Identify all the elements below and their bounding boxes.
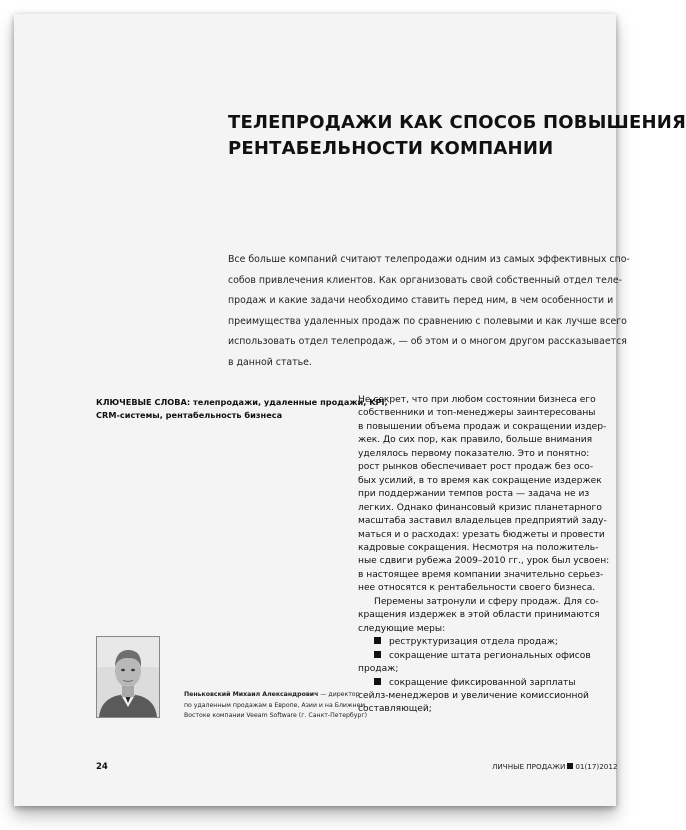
bullet-text: реструктуризация отдела продаж; bbox=[389, 637, 558, 648]
body-line: в повышении объема продаж и сокращении издер- bbox=[358, 421, 607, 432]
bullet-square-icon bbox=[374, 637, 381, 644]
body-line: сейлз-менеджеров и увеличение комиссионной bbox=[358, 690, 589, 701]
bullet-square-icon bbox=[374, 651, 381, 658]
body-line: следующие меры: bbox=[358, 623, 446, 634]
lead-line: преимущества удаленных продаж по сравнению с полевыми и как лучше всего bbox=[228, 315, 627, 327]
caption-line bbox=[184, 690, 360, 701]
caption-line: Востоке компании Veeam Software (г. Санкт-Петербург) bbox=[184, 712, 368, 719]
article-title-line: РЕНТАБЕЛЬНОСТИ КОМПАНИИ bbox=[228, 138, 554, 159]
keywords-line: CRM-системы, рентабельность бизнеса bbox=[96, 410, 283, 420]
body-line: составляющей; bbox=[358, 704, 432, 715]
body-line: собственники и топ-менеджеры заинтересованы bbox=[358, 408, 596, 419]
running-footer bbox=[492, 762, 618, 771]
body-line: в настоящее время компании значительно серьез- bbox=[358, 569, 604, 580]
article-title-line: ТЕЛЕПРОДАЖИ КАК СПОСОБ ПОВЫШЕНИЯ bbox=[228, 112, 686, 133]
bullet-item bbox=[358, 650, 614, 663]
article-body bbox=[358, 394, 614, 717]
body-line: уделялось первому показателю. Это и понятно: bbox=[358, 448, 590, 459]
body-line: рост рынков обеспечивает рост продаж без осо- bbox=[358, 462, 594, 473]
body-line: бых усилий, в то время как сокращение издержек bbox=[358, 475, 602, 486]
body-line: Не секрет, что при любом состоянии бизнеса его bbox=[358, 395, 596, 405]
body-line: продаж; bbox=[358, 664, 399, 675]
issue-number: 01(17)2012 bbox=[575, 762, 618, 771]
lead-line: Все больше компаний считают телепродажи одним из самых эффективных спо- bbox=[228, 254, 630, 265]
author-name: Пеньковский Михаил Александрович bbox=[184, 691, 319, 698]
bullet-text: сокращение штата региональных офисов bbox=[389, 650, 591, 661]
author-caption bbox=[184, 690, 368, 722]
article-title bbox=[228, 110, 686, 162]
keywords-line: КЛЮЧЕВЫЕ СЛОВА: телепродажи, удаленные продажи, KPI, bbox=[96, 397, 388, 407]
magazine-page bbox=[14, 14, 686, 806]
lead-line: продаж и какие задачи необходимо ставить перед ним, в чем особенности и bbox=[228, 295, 614, 306]
journal-name: ЛИЧНЫЕ ПРОДАЖИ bbox=[492, 762, 566, 771]
bullet-square-icon bbox=[374, 678, 381, 685]
body-line: легких. Однако финансовый кризис планетарного bbox=[358, 502, 602, 513]
body-line: жек. До сих пор, как правило, больше внимания bbox=[358, 435, 593, 446]
body-line: кадровые сокращения. Несмотря на положитель- bbox=[358, 542, 599, 553]
body-line: Перемены затронули и сферу продаж. Для со- bbox=[374, 596, 599, 607]
article-keywords bbox=[96, 396, 388, 422]
square-separator-icon bbox=[567, 763, 573, 769]
bullet-text: сокращение фиксированной зарплаты bbox=[389, 677, 576, 688]
author-photo bbox=[96, 636, 160, 718]
lead-line: использовать отдел телепродаж, — об этом и о многом другом рассказывается bbox=[228, 336, 627, 347]
body-line: ные сдвиги рубежа 2009–2010 гг., урок был усвоен: bbox=[358, 556, 610, 567]
body-line: масштаба заставил владельцев предприятий заду- bbox=[358, 516, 607, 527]
body-line: маться и о расходах: урезать бюджеты и провести bbox=[358, 529, 605, 540]
caption-text: — директор bbox=[318, 691, 360, 698]
article-lead bbox=[228, 250, 630, 373]
author-portrait-icon bbox=[97, 637, 159, 717]
body-line: кращения издержек в этой области принимаются bbox=[358, 610, 600, 621]
caption-line: по удаленным продажам в Европе, Азии и на Ближнем bbox=[184, 701, 366, 709]
lead-line: собов привлечения клиентов. Как организовать свой собственный отдел теле- bbox=[228, 274, 623, 286]
lead-line: в данной статье. bbox=[228, 356, 312, 368]
body-line: нее относятся к рентабельности своего бизнеса. bbox=[358, 583, 596, 594]
body-line: при поддержании темпов роста — задача не из bbox=[358, 489, 590, 500]
bullet-item bbox=[358, 677, 614, 690]
bullet-item bbox=[358, 636, 614, 649]
page-number: 24 bbox=[96, 762, 108, 772]
